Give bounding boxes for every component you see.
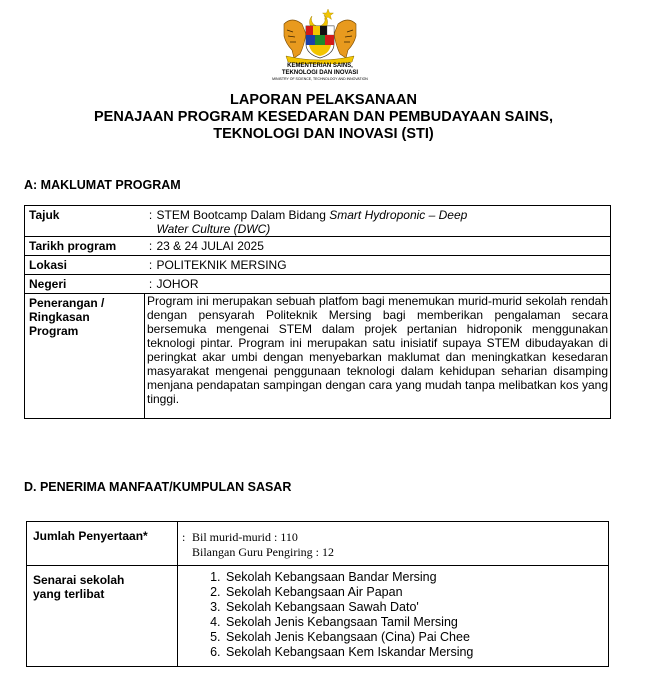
- page-title: [0, 92, 647, 143]
- table-row: [27, 566, 609, 667]
- penerangan-label-3: Program: [29, 324, 79, 338]
- negeri-value-cell: [145, 275, 611, 294]
- list-item: 3. Sekolah Kebangsaan Sawah Dato': [224, 600, 604, 615]
- jumlah-label: Jumlah Penyertaan*: [27, 522, 178, 566]
- penerangan-label-1: Penerangan /: [29, 296, 105, 310]
- ministry-name-line2: TEKNOLOGI DAN INOVASI: [281, 70, 359, 76]
- tajuk-value-prefix: STEM Bootcamp Dalam Bidang: [156, 208, 330, 222]
- tarikh-value-cell: [145, 237, 611, 256]
- ministry-name: [240, 63, 400, 82]
- lokasi-label: Lokasi: [25, 256, 145, 275]
- tajuk-label: Tajuk: [25, 206, 145, 237]
- table-row: [25, 237, 611, 256]
- title-line2: PENAJAAN PROGRAM KESEDARAN DAN PEMBUDAYAAN SAINS,: [94, 109, 553, 125]
- colon: :: [182, 530, 186, 544]
- jumlah-line1: Bil murid-murid : 110: [192, 530, 298, 544]
- table-row: [25, 294, 611, 419]
- program-info-table: [24, 205, 611, 419]
- colon: :: [148, 239, 153, 253]
- list-item: 1. Sekolah Kebangsaan Bandar Mersing: [224, 570, 604, 585]
- lokasi-value-cell: [145, 256, 611, 275]
- table-row: [27, 522, 609, 566]
- negeri-label: Negeri: [25, 275, 145, 294]
- school-list-cell: [178, 566, 609, 667]
- list-item: 2. Sekolah Kebangsaan Air Papan: [224, 585, 604, 600]
- senarai-label-1: Senarai sekolah: [33, 573, 125, 587]
- senarai-label-2: yang terlibat: [33, 587, 105, 601]
- ministry-crest-logo: [272, 6, 368, 64]
- school-list: [182, 570, 604, 660]
- title-line1: LAPORAN PELAKSANAAN: [230, 92, 417, 108]
- beneficiary-table: [26, 521, 609, 667]
- tajuk-value-italic: Smart Hydroponic – Deep: [329, 208, 468, 222]
- tarikh-label: Tarikh program: [25, 237, 145, 256]
- negeri-value: JOHOR: [156, 277, 199, 291]
- list-item: 5. Sekolah Jenis Kebangsaan (Cina) Pai Chee: [224, 630, 604, 645]
- lokasi-value: POLITEKNIK MERSING: [156, 258, 287, 272]
- senarai-label: [27, 566, 178, 667]
- title-line3: TEKNOLOGI DAN INOVASI (STI): [213, 126, 434, 142]
- jumlah-line2: Bilangan Guru Pengiring : 12: [192, 544, 334, 559]
- tarikh-value: 23 & 24 JULAI 2025: [156, 239, 264, 253]
- tajuk-value: [145, 206, 611, 237]
- list-item: 4. Sekolah Jenis Kebangsaan Tamil Mersing: [224, 615, 604, 630]
- table-row: [25, 256, 611, 275]
- tajuk-value-line2: Water Culture (DWC): [156, 222, 271, 236]
- section-a-heading: A: MAKLUMAT PROGRAM: [24, 178, 181, 192]
- colon: :: [148, 277, 153, 291]
- penerangan-label-2: Ringkasan: [29, 310, 90, 324]
- penerangan-label: [25, 294, 145, 419]
- table-row: [25, 275, 611, 294]
- ministry-name-line1: KEMENTERIAN SAINS,: [287, 63, 353, 69]
- colon: :: [148, 208, 153, 222]
- list-item: 6. Sekolah Kebangsaan Kem Iskandar Mersing: [224, 645, 604, 660]
- colon: :: [148, 258, 153, 272]
- section-d-heading: D. PENERIMA MANFAAT/KUMPULAN SASAR: [24, 480, 292, 494]
- table-row: [25, 206, 611, 237]
- penerangan-value: Program ini merupakan sebuah platfom bagi menemukan murid-murid sekolah rendah dengan pensyarah Politeknik Mersing bagi memberikan pengalaman secara bersemuka mengenai STEM dalam projek pertanian hidroponik menggunakan teknologi pintar. Program ini merupakan satu inisiatif supaya STEM dibudayakan di peringkat akar umbi dengan menyebarkan maklumat dan meningkatkan kesedaran masyarakat mengenai penggunaan teknologi dalam kehidupan seharian disamping menjana pendapatan sampingan dengan cara yang mudah tanpa melibatkan kos yang tinggi.: [145, 294, 611, 419]
- jumlah-value: [178, 522, 609, 566]
- ministry-sub: MINISTRY OF SCIENCE, TECHNOLOGY AND INNOVATION: [272, 77, 368, 81]
